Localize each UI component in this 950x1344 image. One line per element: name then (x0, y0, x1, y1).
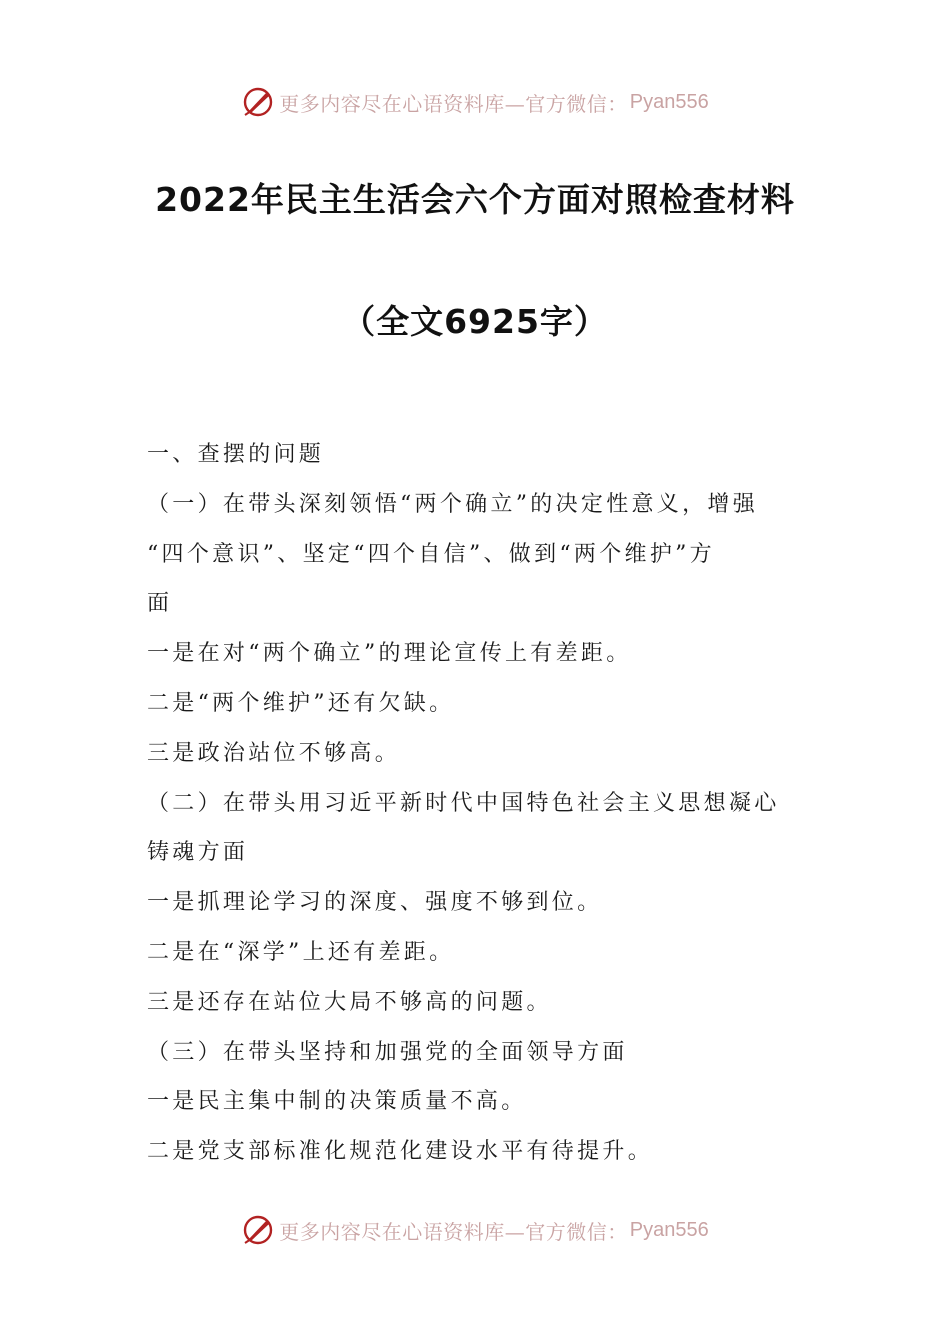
watermark-wechat-id: Pyan556 (629, 90, 709, 113)
quill-logo-icon (241, 85, 275, 119)
quill-logo-icon (241, 1213, 275, 1247)
watermark-wechat-id: Pyan556 (629, 1218, 709, 1241)
footer-watermark (0, 1208, 950, 1252)
paragraph-line: 面 (147, 591, 173, 617)
paragraph-line: （一）在带头深刻领悟“两个确立”的决定性意义，增强 (147, 491, 758, 517)
paragraph-line: 二是“两个维护”还有欠缺。 (147, 690, 455, 716)
paragraph-line: 一是民主集中制的决策质量不高。 (147, 1089, 527, 1115)
paragraph-line: 二是在“深学”上还有差距。 (147, 939, 455, 965)
paragraph-line: 一是抓理论学习的深度、强度不够到位。 (147, 890, 603, 916)
paragraph-line: （三）在带头坚持和加强党的全面领导方面 (147, 1039, 628, 1065)
document-title: 2022年民主生活会六个方面对照检查材料 (155, 180, 795, 219)
header-watermark (0, 80, 950, 124)
paragraph-line: 三是政治站位不够高。 (147, 740, 401, 766)
paragraph-line: 铸魂方面 (147, 840, 249, 866)
paragraph-line: 一是在对“两个确立”的理论宣传上有差距。 (147, 641, 632, 667)
document-subtitle: （全文6925字） (342, 302, 608, 341)
watermark-text: 更多内容尽在心语资料库—官方微信： (279, 91, 628, 116)
section-heading: 一、查摆的问题 (147, 442, 325, 467)
paragraph-line: “四个意识”、坚定“四个自信”、做到“两个维护”方 (147, 541, 715, 567)
paragraph-line: 二是党支部标准化规范化建设水平有待提升。 (147, 1139, 654, 1165)
paragraph-line: （二）在带头用习近平新时代中国特色社会主义思想凝心 (147, 790, 780, 816)
document-body (147, 430, 812, 1177)
paragraph-line: 三是还存在站位大局不够高的问题。 (147, 989, 552, 1015)
watermark-text: 更多内容尽在心语资料库—官方微信： (279, 1219, 628, 1244)
